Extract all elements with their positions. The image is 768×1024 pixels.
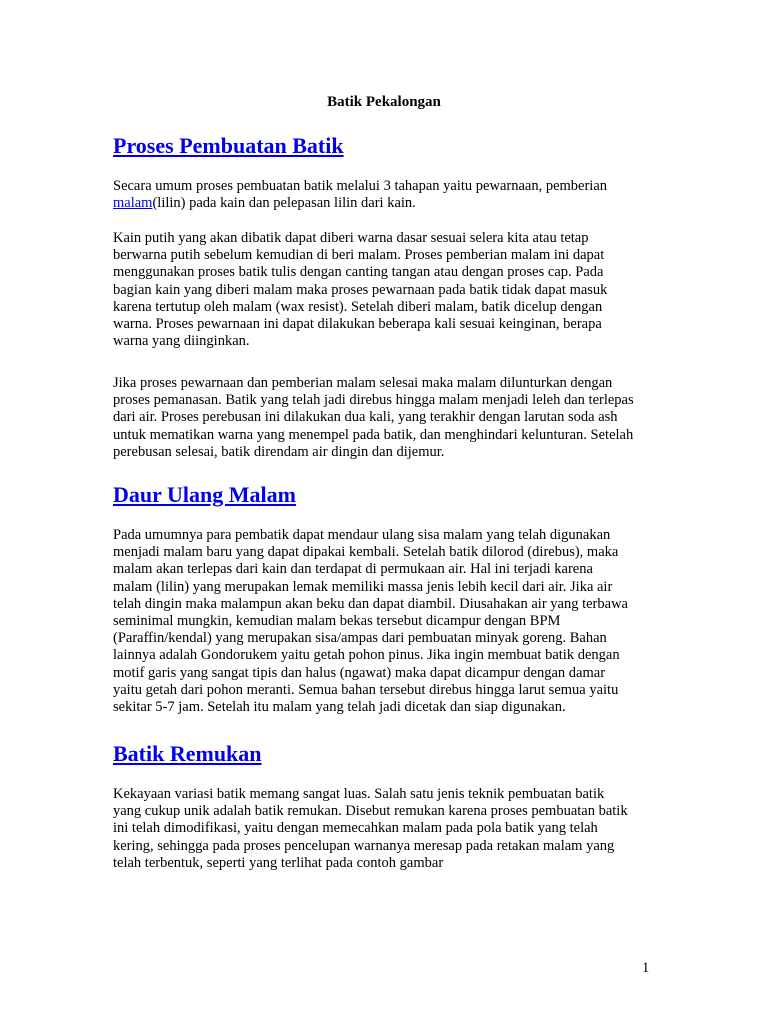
paragraph-intro-text-after: (lilin) pada kain dan pelepasan lilin dari kain.	[152, 195, 416, 212]
link-malam[interactable]: malam	[113, 195, 153, 212]
heading-daur-ulang-malam[interactable]: Daur Ulang Malam	[113, 482, 296, 507]
document-title: Batik Pekalongan	[327, 94, 441, 110]
heading-batik-remukan[interactable]: Batik Remukan	[113, 741, 262, 766]
paragraph-pelepasan: Jika proses pewarnaan dan pemberian malam selesai maka malam dilunturkan dengan proses pemanasan. Batik yang telah jadi direbus hingga malam menjadi leleh dan terlepas dari air. Proses perebusan ini dilakukan dua kali, yang terakhir dengan larutan soda ash untuk mematikan warna yang menempel pada batik, dan menghindari kelunturan. Setelah perebusan selesai, batik direndam air dingin dan dijemur.	[113, 375, 634, 460]
paragraph-pewarnaan: Kain putih yang akan dibatik dapat diberi warna dasar sesuai selera kita atau tetap berwarna putih sebelum kemudian di beri malam. Proses pemberian malam ini dapat menggunakan proses batik tulis dengan canting tangan atau dengan proses cap. Pada bagian kain yang diberi malam maka proses pewarnaan pada batik tidak dapat masuk karena tertutup oleh malam (wax resist). Setelah diberi malam, batik dicelup dengan warna. Proses pewarnaan ini dapat dilakukan beberapa kali sesuai keinginan, berapa warna yang diinginkan.	[113, 230, 608, 350]
heading-proses-pembuatan-batik[interactable]: Proses Pembuatan Batik	[113, 133, 344, 158]
paragraph-daur-ulang: Pada umumnya para pembatik dapat mendaur ulang sisa malam yang telah digunakan menjadi malam baru yang dapat dipakai kembali. Setelah batik dilorod (direbus), maka malam akan terlepas dari kain dan terdapat di permukaan air. Hal ini terjadi karena malam (lilin) yang merupakan lemak memiliki massa jenis lebih kecil dari air. Jika air telah dingin maka malampun akan beku dan dapat diambil. Diusahakan air yang terbawa seminimal mungkin, kemudian malam bekas tersebut dicampur dengan BPM (Paraffin/kendal) yang merupakan sisa/ampas dari pembuatan minyak goreng. Bahan lainnya adalah Gondorukem yaitu getah pohon pinus. Jika ingin membuat batik dengan motif garis yang sangat tipis dan halus (ngawat) maka dapat dicampur dengan damar yaitu getah dari pohon meranti. Semua bahan tersebut direbus hingga larut semua yaitu sekitar 5-7 jam. Setelah itu malam yang telah jadi dicetak dan siap digunakan.	[113, 527, 628, 716]
paragraph-batik-remukan: Kekayaan variasi batik memang sangat luas. Salah satu jenis teknik pembuatan batik yang cukup unik adalah batik remukan. Disebut remukan karena proses pembuatan batik ini telah dimodifikasi, yaitu dengan memecahkan malam pada pola batik yang telah kering, sehingga pada proses pencelupan warnanya meresap pada retakan malam yang telah terbentuk, seperti yang terlihat pada contoh gambar	[113, 786, 628, 871]
page-number: 1	[642, 960, 650, 976]
paragraph-intro-text-before: Secara umum proses pembuatan batik melalui 3 tahapan yaitu pewarnaan, pemberian	[113, 178, 608, 194]
paragraph-intro	[113, 178, 653, 212]
